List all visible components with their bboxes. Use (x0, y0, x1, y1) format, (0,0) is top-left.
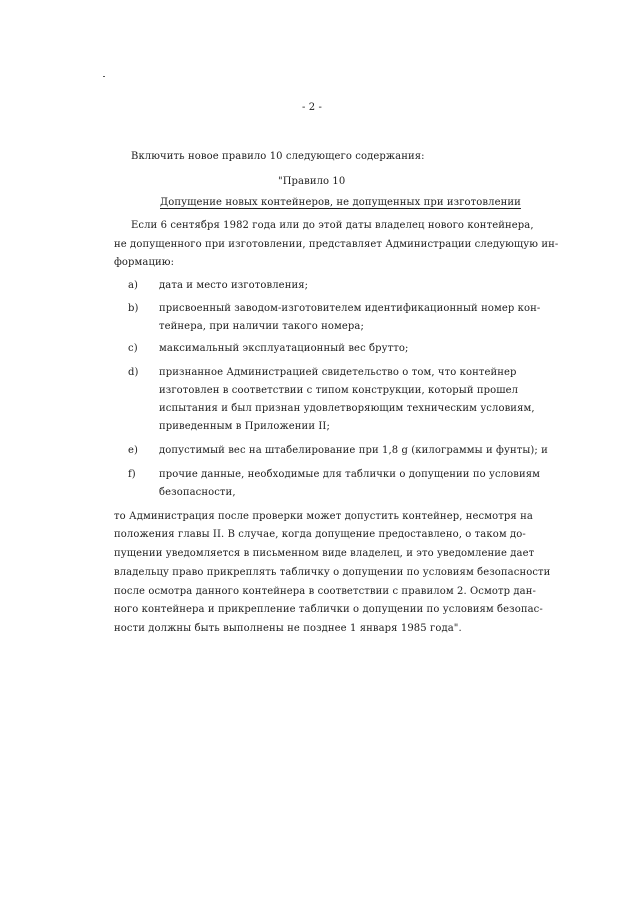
closing-line: ного контейнера и прикрепление таблички о допущении по условиям безопас- (114, 604, 543, 615)
closing-line: после осмотра данного контейнера в соответствии с правилом 2. Осмотр дан- (114, 586, 536, 597)
item-text: приведенным в Приложении II; (159, 421, 330, 432)
closing-line: владельцу право прикреплять табличку о допущении по условиям безопасности (114, 567, 551, 578)
item-text: изготовлен в соответствии с типом конструкции, который прошел (159, 385, 519, 396)
item-text: допустимый вес на штабелирование при 1,8 g (килограммы и фунты); и (159, 445, 548, 456)
item-text: признанное Администрацией свидетельство о том, что контейнер (159, 367, 517, 378)
item-marker: a) (128, 280, 139, 291)
page-number: - 2 - (302, 102, 322, 113)
item-text: тейнера, при наличии такого номера; (159, 321, 364, 332)
lead-line: не допущенного при изготовлении, представляет Администрации следующую ин- (114, 239, 559, 250)
item-text: прочие данные, необходимые для таблички о допущении по условиям (159, 469, 541, 480)
closing-line: положения главы II. В случае, когда допущение предоставлено, о таком до- (114, 529, 526, 540)
lead-line: формацию: (114, 257, 175, 268)
item-marker: f) (128, 469, 136, 480)
closing-line: ности должны быть выполнены не позднее 1 января 1985 года". (114, 623, 462, 634)
item-marker: d) (128, 367, 139, 378)
rule-heading: "Правило 10 (278, 176, 346, 187)
item-text: дата и место изготовления; (159, 280, 309, 291)
item-text: максимальный эксплуатационный вес брутто; (159, 343, 409, 354)
item-marker: b) (128, 303, 139, 314)
scan-speck (103, 76, 105, 77)
item-marker: e) (128, 445, 139, 456)
item-text: испытания и был признан удовлетворяющим техническим условиям, (159, 403, 535, 414)
rule-title: Допущение новых контейнеров, не допущенных при изготовлении (160, 197, 521, 208)
closing-line: то Администрация после проверки может допустить контейнер, несмотря на (114, 511, 533, 522)
item-text: присвоенный заводом-изготовителем идентификационный номер кон- (159, 303, 541, 314)
lead-line: Если 6 сентября 1982 года или до этой даты владелец нового контейнера, (131, 220, 534, 231)
closing-line: пущении уведомляется в письменном виде владелец, и это уведомление дает (114, 548, 535, 559)
item-text: безопасности, (159, 487, 236, 498)
item-marker: c) (128, 343, 138, 354)
intro-line: Включить новое правило 10 следующего содержания: (131, 151, 425, 162)
